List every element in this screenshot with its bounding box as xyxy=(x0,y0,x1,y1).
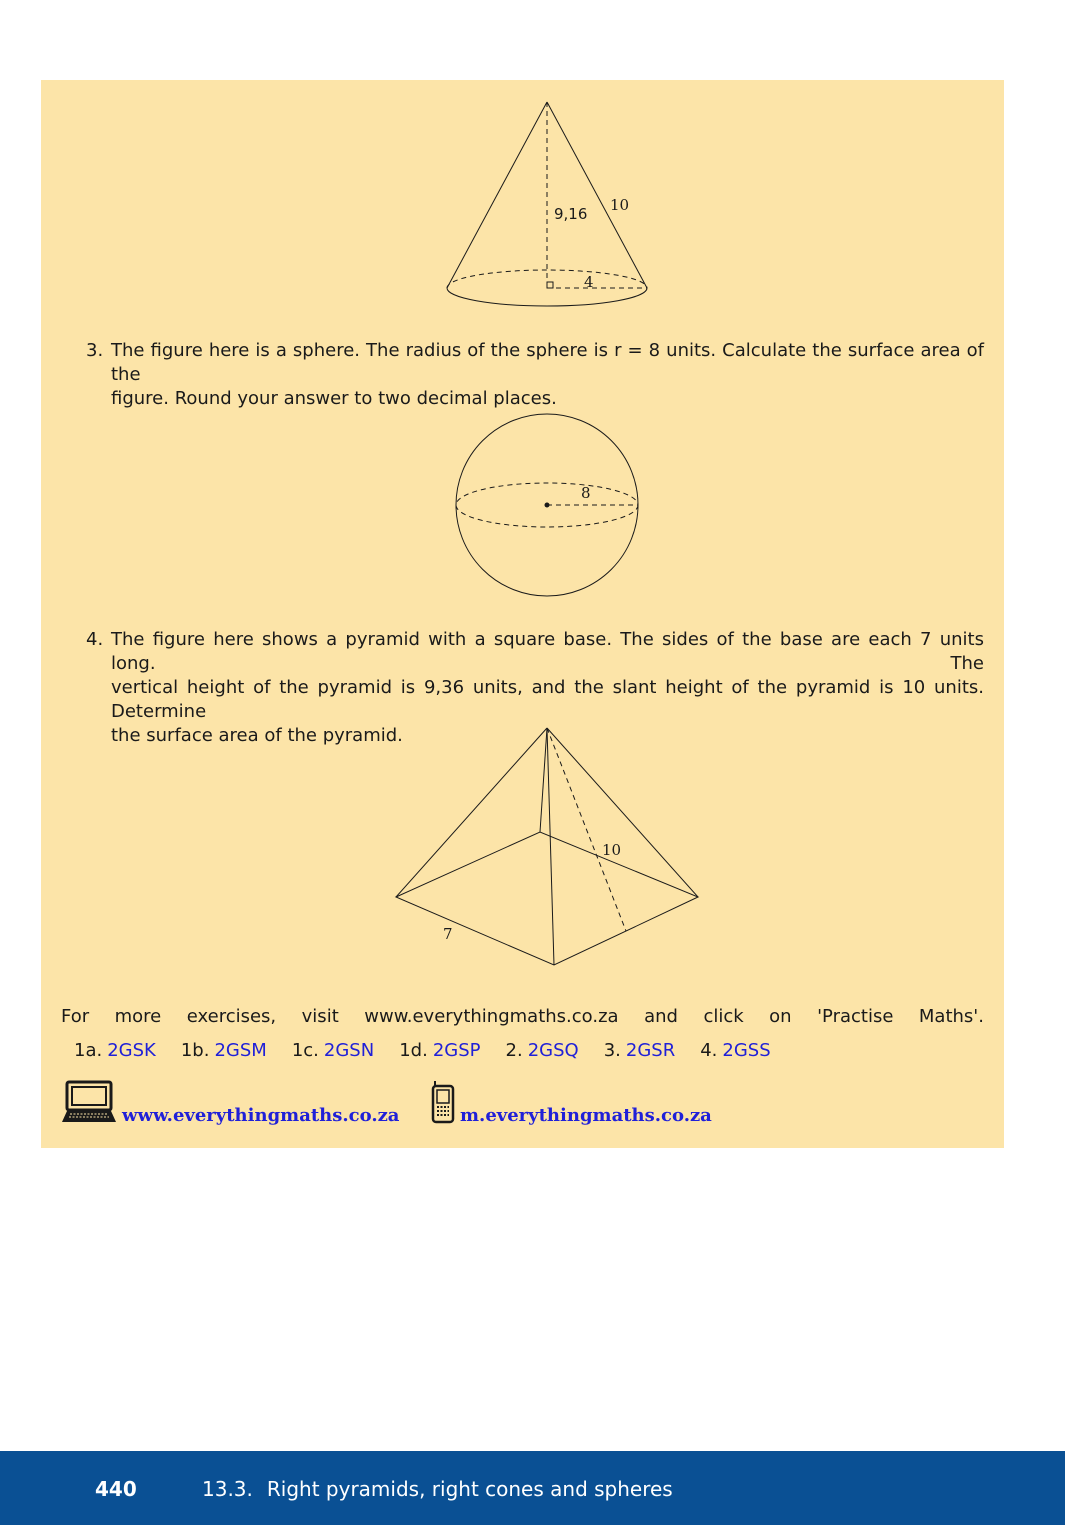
question-number: 3. xyxy=(86,340,104,361)
code-link[interactable]: 2GSQ xyxy=(527,1040,579,1061)
cone-slant-label: 10 xyxy=(610,196,630,214)
pyramid-slant-height xyxy=(547,728,626,931)
cone-figure xyxy=(440,95,660,315)
pyramid-edge xyxy=(547,728,554,965)
cone-base-front xyxy=(447,288,647,306)
sphere-radius-label: 8 xyxy=(581,484,591,502)
cone-height-label: 9,16 xyxy=(554,205,588,223)
question-text-line: vertical height of the pyramid is 9,36 units, and the slant height of the pyramid is 10 units. Determine xyxy=(111,677,984,722)
word: 'Practise xyxy=(817,1006,894,1027)
cone-left-side xyxy=(447,102,547,288)
mobile-link[interactable]: m.everythingmaths.co.za xyxy=(460,1105,712,1126)
pyramid-edge xyxy=(547,728,698,897)
page-footer xyxy=(0,1451,1065,1525)
word: on xyxy=(769,1006,792,1027)
pyramid-edge xyxy=(540,728,547,832)
code-link[interactable]: 2GSP xyxy=(432,1040,481,1061)
code-item: 1c. 2GSN xyxy=(291,1040,375,1061)
cone-right-side xyxy=(547,102,647,288)
word: more xyxy=(114,1006,162,1027)
word: Maths'. xyxy=(918,1006,984,1027)
web-link[interactable]: www.everythingmaths.co.za xyxy=(122,1105,400,1126)
pyramid-slant-label: 10 xyxy=(602,841,622,859)
word: and xyxy=(644,1006,678,1027)
question-text-line: figure. Round your answer to two decimal places. xyxy=(111,388,557,409)
laptop-icon xyxy=(61,1080,117,1124)
pyramid-base xyxy=(396,832,698,965)
question-text-line: The figure here is a sphere. The radius of the sphere is r = 8 units. Calculate the surface area of the xyxy=(111,340,984,385)
code-item: 4. 2GSS xyxy=(700,1040,771,1061)
code-item: 1d. 2GSP xyxy=(399,1040,481,1061)
pyramid-edge xyxy=(396,728,547,897)
word: exercises, xyxy=(186,1006,277,1027)
code-link[interactable]: 2GSR xyxy=(625,1040,676,1061)
question-text-line: The figure here shows a pyramid with a square base. The sides of the base are each 7 units long. The xyxy=(111,629,984,674)
cone-radius-label: 4 xyxy=(584,273,594,291)
code-item: 3. 2GSR xyxy=(603,1040,676,1061)
question-text-line: the surface area of the pyramid. xyxy=(111,725,403,746)
word: click xyxy=(703,1006,744,1027)
section-title: Right pyramids, right cones and spheres xyxy=(266,1477,673,1501)
section-number: 13.3. xyxy=(202,1477,253,1501)
word: For xyxy=(61,1006,90,1027)
code-link[interactable]: 2GSS xyxy=(722,1040,771,1061)
code-item: 2. 2GSQ xyxy=(505,1040,579,1061)
mobile-phone-icon xyxy=(430,1080,456,1124)
right-angle-marker xyxy=(547,282,553,288)
more-exercises-text xyxy=(61,1005,984,1029)
sphere-figure xyxy=(450,408,650,608)
pyramid-figure xyxy=(390,720,710,970)
code-link[interactable]: 2GSK xyxy=(107,1040,156,1061)
exercise-codes xyxy=(74,1039,771,1063)
code-link[interactable]: 2GSM xyxy=(214,1040,267,1061)
question-number: 4. xyxy=(86,629,104,650)
pyramid-base-label: 7 xyxy=(443,925,453,943)
word: www.everythingmaths.co.za xyxy=(364,1006,619,1027)
code-item: 1a. 2GSK xyxy=(74,1040,156,1061)
sphere-center-point xyxy=(545,503,550,508)
section-heading xyxy=(202,1477,673,1501)
question-3 xyxy=(86,339,984,411)
word: visit xyxy=(301,1006,339,1027)
code-item: 1b. 2GSM xyxy=(180,1040,267,1061)
code-link[interactable]: 2GSN xyxy=(323,1040,375,1061)
page-number: 440 xyxy=(95,1477,137,1501)
